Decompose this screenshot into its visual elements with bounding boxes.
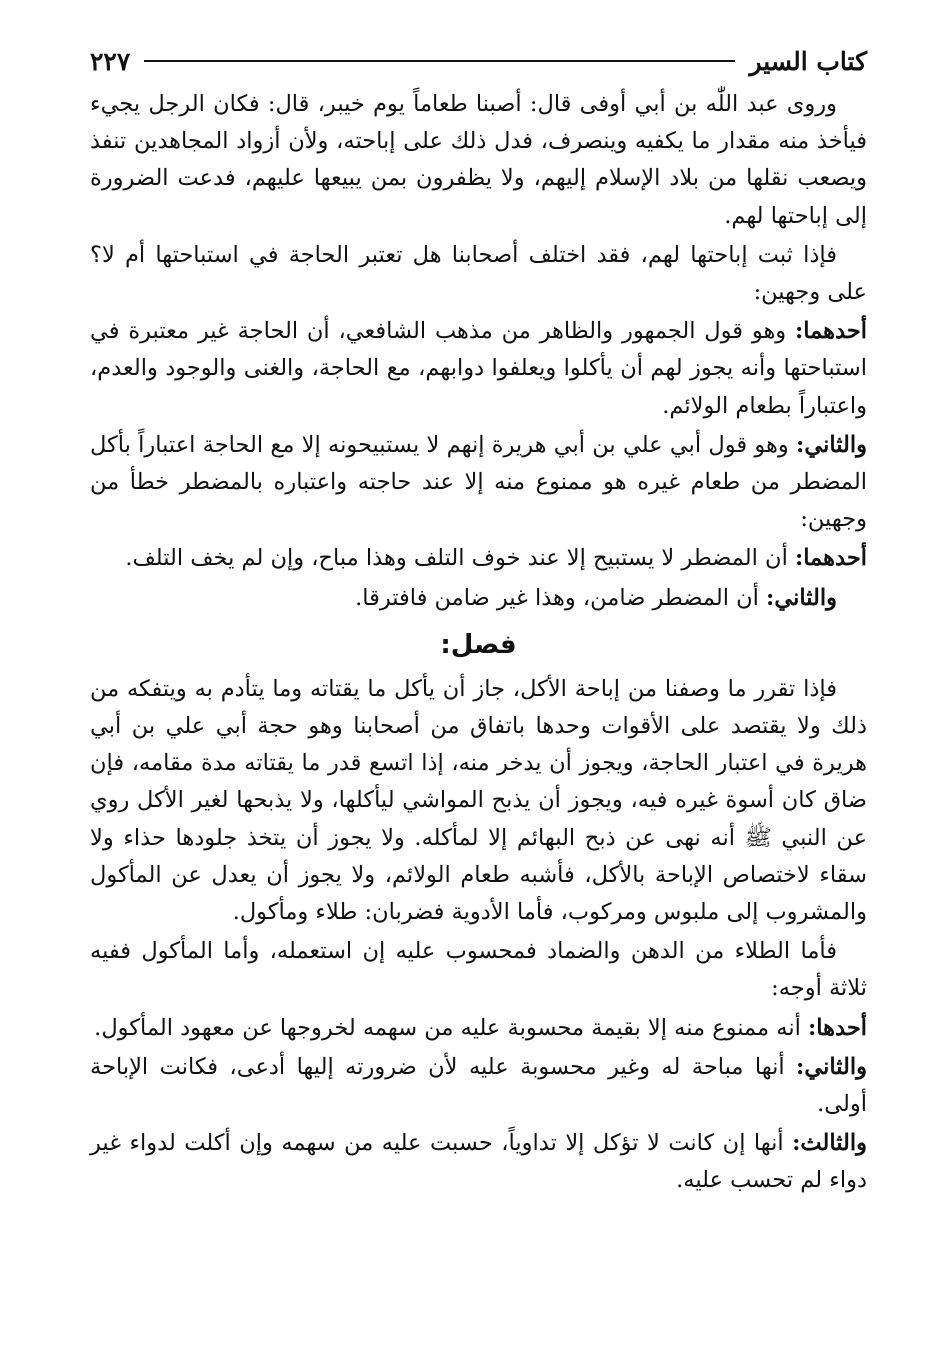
paragraph [90,1049,867,1123]
header-rule [144,60,735,62]
paragraph-text: فأما الطلاء من الدهن والضماد فمحسوب عليه إن استعمله، وأما المأكول ففيه ثلاثة أوجه: [90,938,867,1002]
paragraph-lead: أحدهما: [794,545,867,572]
paragraph-lead: والثاني: [766,584,837,611]
paragraph-lead: والثالث: [792,1130,867,1157]
paragraph [90,671,867,931]
paragraph [90,427,867,539]
paragraph [90,933,867,1007]
section-heading: فصل: [440,629,517,660]
paragraph-text: فإذا تقرر ما وصفنا من إباحة الأكل، جاز أن يأكل ما يقتاته وما يتأدم به ويتفكه من ذلك ولا يقتصد على الأقوات وحدها باتفاق من أصحابنا وهو حجة أبي علي بن أبي هريرة في اعتبار الحاجة، ويجوز أن يدخر منه، إذا اتسع قدر ما يقتاته مدة مقامه، فإن ضاق كان أسوة غيره فيه، ويجوز أن يذبح المواشي ليأكلها، ولا يذبحها لغير الأكل روي عن النبي ﷺ أنه نهى عن ذبح البهائم إلا لمأكله. ولا يجوز أن يتخذ جلودها حذاء ولا سقاء لاختصاص الإباحة بالأكل، فأشبه طعام الولائم، ولا يجوز أن يعدل عن المأكول والمشروب إلى ملبوس ومركوب، فأما الأدوية فضربان: طلاء ومأكول. [90,675,867,926]
paragraph [90,540,867,577]
paragraph [90,237,867,311]
paragraph-text: أنها إن كانت لا تؤكل إلا تداوياً، حسبت عليه من سهمه وإن أكلت لدواء غير دواء لم تحسب عليه. [90,1130,867,1194]
paragraph-lead: والثاني: [796,431,867,458]
paragraph [90,1125,867,1199]
page-body [90,86,867,1200]
running-title: كتاب السير [749,46,867,76]
paragraph-lead: أحدها: [808,1014,867,1041]
paragraph-text: أن المضطر لا يستبيح إلا عند خوف التلف وهذا مباح، وإن لم يخف التلف. [125,545,795,572]
paragraph [90,86,867,235]
paragraph [90,580,867,617]
paragraph-text: وهو قول الجمهور والظاهر من مذهب الشافعي، أن الحاجة غير معتبرة في استباحتها وأنه يجوز لهم أن يأكلوا ويعلفوا دوابهم، مع الحاجة، والغنى والوجود والعدم، واعتباراً بطعام الولائم. [90,318,867,419]
page-header [90,40,867,82]
page-number: ٢٢٧ [90,46,131,76]
paragraph [90,1010,867,1047]
paragraph-text: وهو قول أبي علي بن أبي هريرة إنهم لا يستبيحونه إلا مع الحاجة اعتباراً بأكل المضطر من طعام غيره هو ممنوع منه إلا عند حاجته واعتباره بالمضطر خطأ من وجهين: [90,431,867,533]
paragraph-text: أن المضطر ضامن، وهذا غير ضامن فافترقا. [355,584,767,611]
paragraph-text: أنها مباحة له وغير محسوبة عليه لأن ضرورته إليها أدعى، فكانت الإباحة أولى. [90,1053,867,1118]
paragraph-text: أنه ممنوع منه إلا بقيمة محسوبة عليه من سهمه لخروجها عن معهود المأكول. [94,1014,808,1041]
paragraph-text: وروى عبد اللّٰه بن أبي أوفى قال: أصبنا طعاماً يوم خيبر، قال: فكان الرجل يجيء فيأخذ منه مقدار ما يكفيه وينصرف، فدل ذلك على إباحته، ولأن أزواد المجاهدين تنفذ ويصعب نقلها من بلاد الإسلام إليهم، ولا يظفرون بمن يبيعها عليهم، فدعت الضرورة إلى إباحتها لهم. [90,91,867,229]
paragraph-lead: أحدهما: [794,318,867,345]
paragraph-text: فإذا ثبت إباحتها لهم، فقد اختلف أصحابنا هل تعتبر الحاجة في استباحتها أم لا؟ على وجهين: [90,241,867,306]
paragraph-lead: والثاني: [796,1053,867,1080]
paragraph [90,313,867,425]
